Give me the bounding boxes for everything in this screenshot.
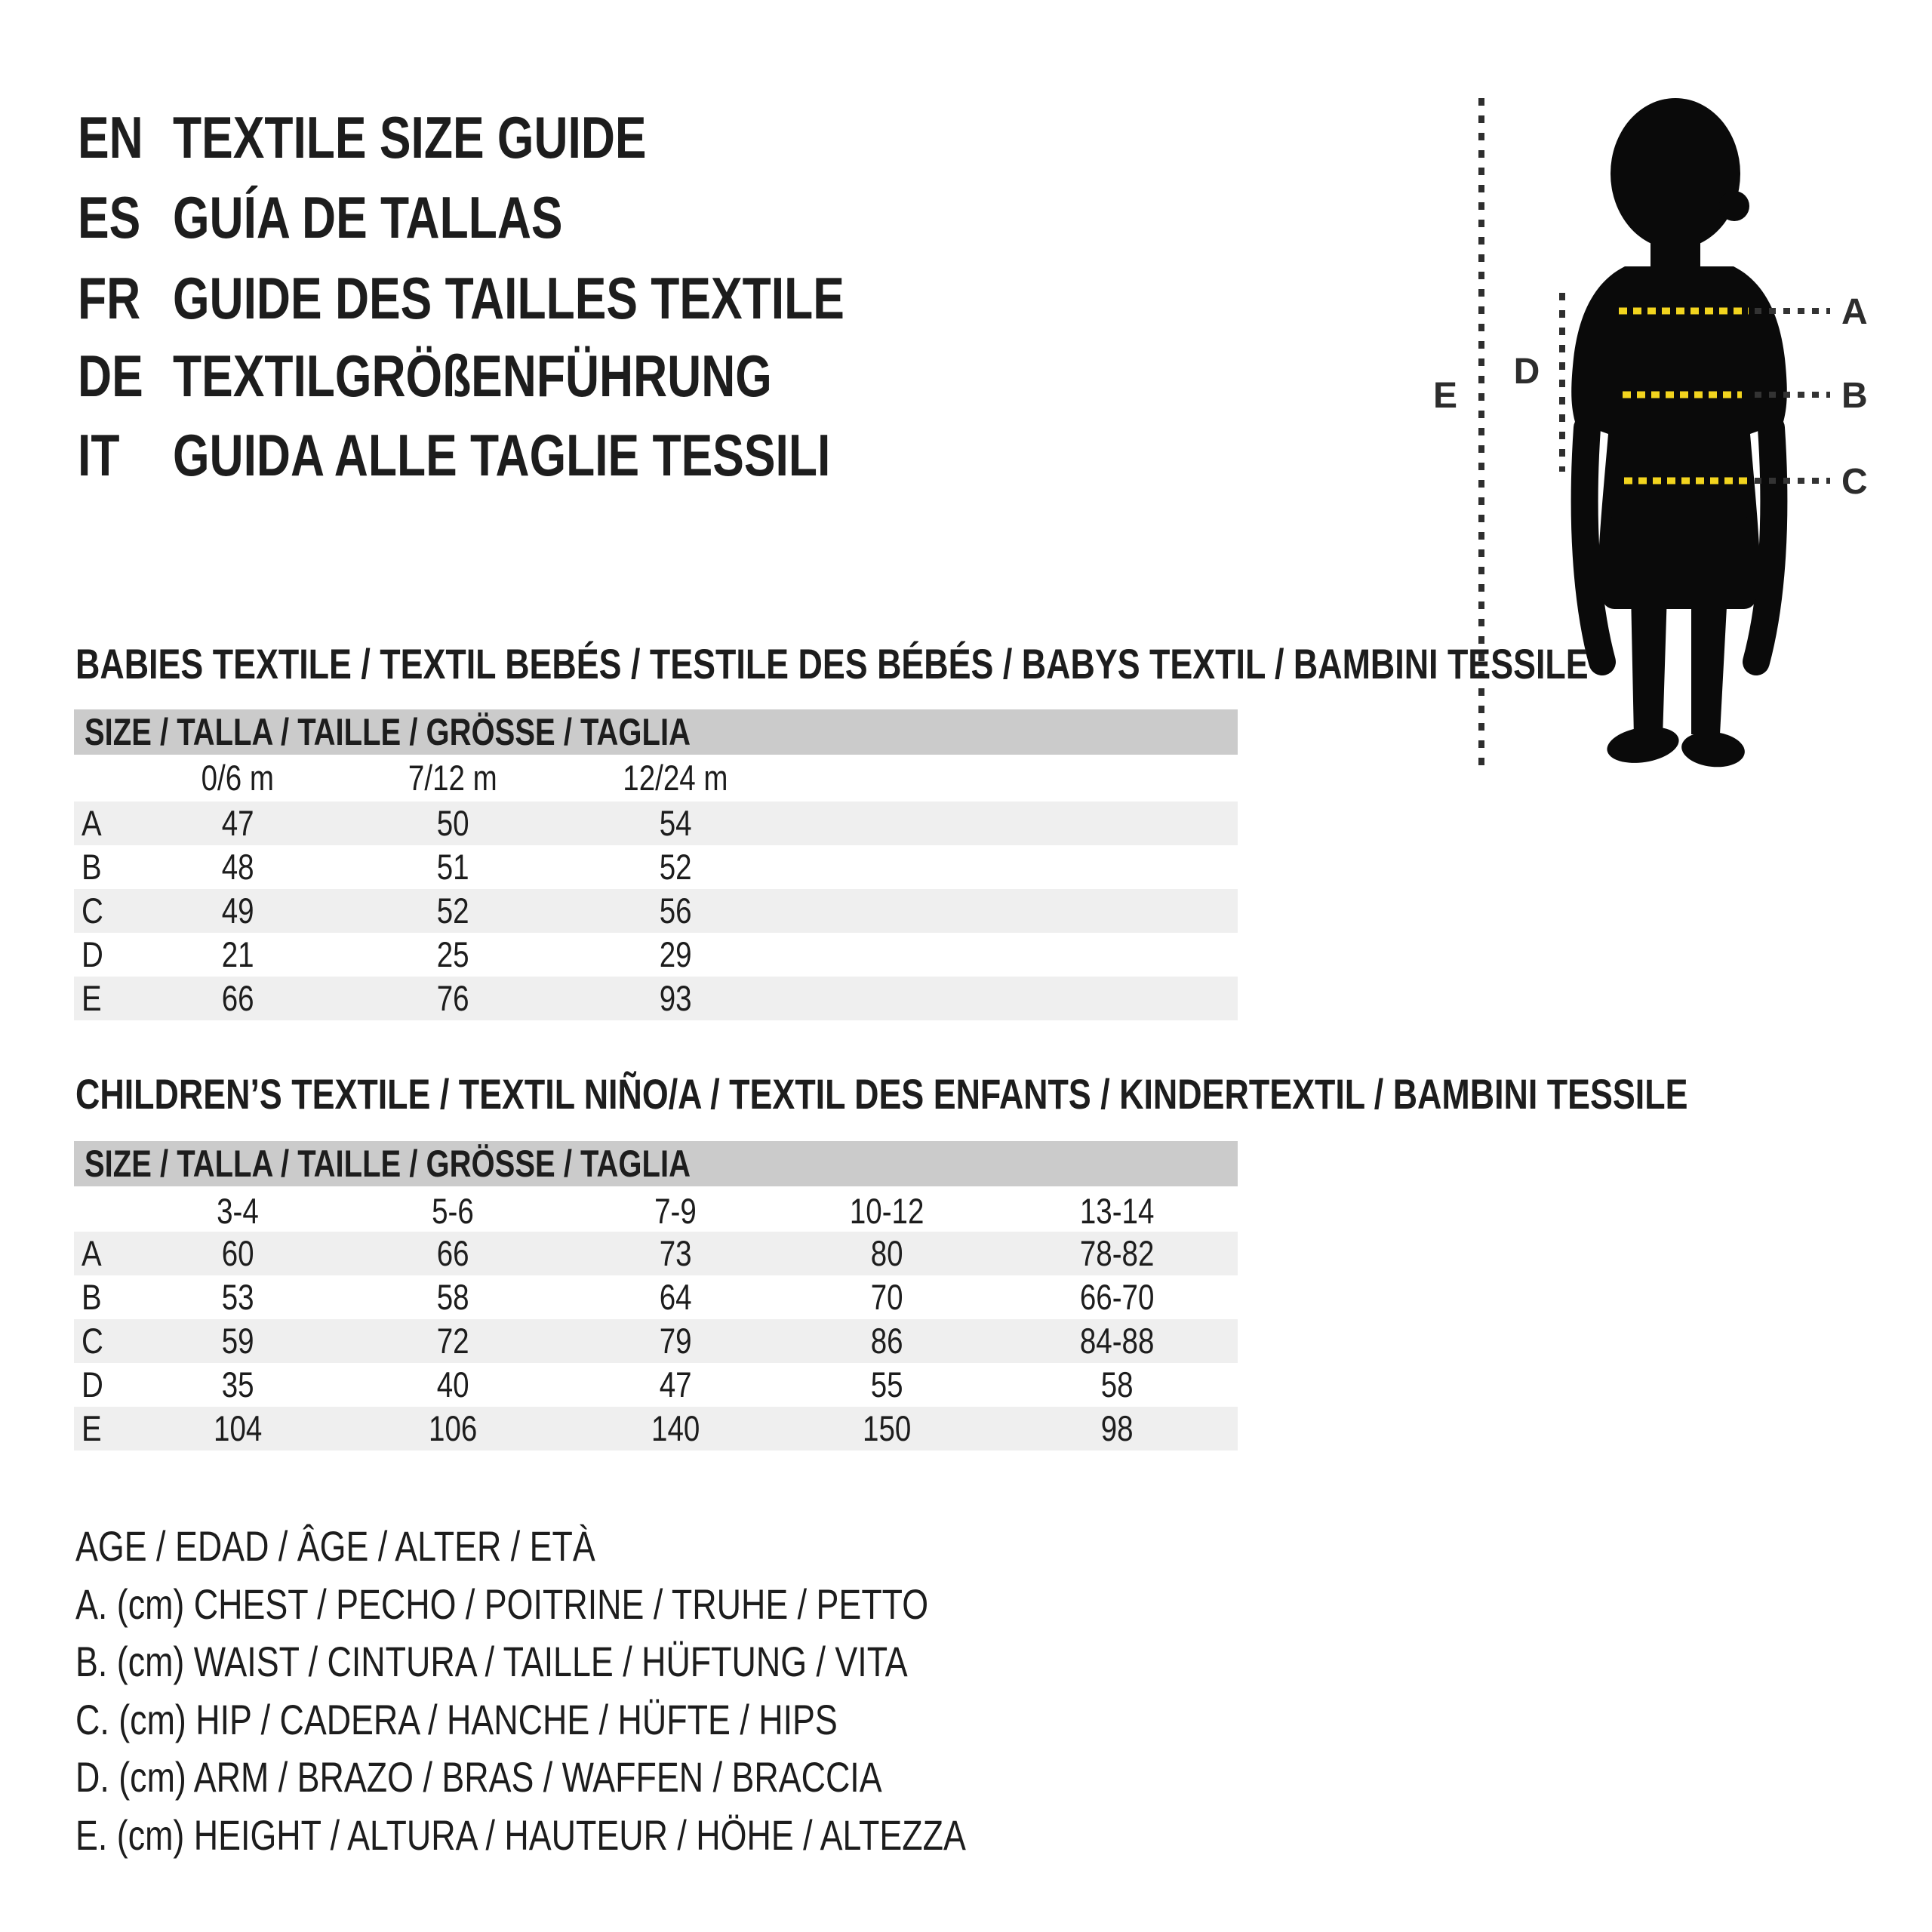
children-size-header-label: SIZE / TALLA / TAILLE / GRÖSSE / TAGLIA: [85, 1143, 691, 1185]
table-cell: 47: [659, 1364, 692, 1404]
table-cell: 72: [436, 1321, 469, 1361]
children-column-header: 3-4: [217, 1191, 259, 1231]
table-cell: 104: [213, 1408, 263, 1448]
table-cell: 58: [436, 1277, 469, 1317]
table-cell: 86: [870, 1321, 903, 1361]
figure-label-e: E: [1432, 376, 1458, 416]
row-label: E: [82, 978, 102, 1018]
row-label: C: [82, 1321, 103, 1361]
row-label: E: [82, 1408, 102, 1448]
babies-table-row: [74, 977, 1238, 1020]
children-section-title: CHILDREN’S TEXTILE / TEXTIL NIÑO/A / TEXTIL DES ENFANTS / KINDERTEXTIL / BAMBINI TESSILE: [75, 1070, 1688, 1118]
legend-line-arm: D. (cm) ARM / BRAZO / BRAS / WAFFEN / BRACCIA: [75, 1753, 882, 1801]
children-table-row: [74, 1232, 1238, 1275]
babies-size-header-bar: [74, 709, 1238, 755]
table-cell: 52: [436, 891, 469, 931]
table-cell: 78-82: [1079, 1233, 1155, 1273]
children-column-header: 5-6: [432, 1191, 474, 1231]
table-cell: 56: [659, 891, 692, 931]
babies-column-header: 12/24 m: [623, 758, 728, 798]
children-column-header: 10-12: [849, 1191, 924, 1231]
children-table-row: [74, 1363, 1238, 1407]
table-cell: 29: [659, 934, 692, 974]
row-label: C: [82, 891, 103, 931]
language-code: FR: [78, 265, 141, 331]
table-cell: 52: [659, 847, 692, 887]
babies-table-row: [74, 889, 1238, 933]
table-cell: 54: [659, 803, 692, 843]
table-cell: 66: [436, 1233, 469, 1273]
table-cell: 40: [436, 1364, 469, 1404]
language-code: EN: [78, 104, 143, 171]
language-title: GUIDA ALLE TAGLIE TESSILI: [173, 422, 831, 488]
table-cell: 55: [870, 1364, 903, 1404]
table-cell: 140: [651, 1408, 700, 1448]
row-label: B: [82, 847, 102, 887]
table-cell: 84-88: [1079, 1321, 1155, 1361]
legend-line-hip: C. (cm) HIP / CADERA / HANCHE / HÜFTE / HIPS: [75, 1696, 838, 1743]
row-label: B: [82, 1277, 102, 1317]
babies-column-header: 7/12 m: [408, 758, 497, 798]
language-title: TEXTILE SIZE GUIDE: [173, 104, 647, 171]
figure-label-c: C: [1841, 462, 1868, 502]
table-cell: 66: [221, 978, 254, 1018]
table-cell: 48: [221, 847, 254, 887]
babies-column-header: 0/6 m: [201, 758, 275, 798]
language-code: ES: [78, 184, 141, 251]
table-cell: 47: [221, 803, 254, 843]
children-table-row: [74, 1275, 1238, 1319]
legend-line-age: AGE / EDAD / ÂGE / ALTER / ETÀ: [75, 1522, 595, 1570]
row-label: D: [82, 1364, 103, 1404]
legend-line-chest: A. (cm) CHEST / PECHO / POITRINE / TRUHE / PETTO: [75, 1580, 929, 1628]
table-cell: 76: [436, 978, 469, 1018]
language-code: IT: [78, 422, 120, 488]
table-cell: 93: [659, 978, 692, 1018]
children-table-row: [74, 1319, 1238, 1363]
table-cell: 35: [221, 1364, 254, 1404]
table-cell: 98: [1100, 1408, 1134, 1448]
children-column-header: 7-9: [654, 1191, 697, 1231]
children-size-header-bar: [74, 1141, 1238, 1186]
legend-line-waist: B. (cm) WAIST / CINTURA / TAILLE / HÜFTUNG / VITA: [75, 1638, 908, 1685]
table-cell: 150: [862, 1408, 912, 1448]
table-cell: 21: [221, 934, 254, 974]
figure-label-d: D: [1513, 352, 1540, 392]
table-cell: 64: [659, 1277, 692, 1317]
table-cell: 53: [221, 1277, 254, 1317]
table-cell: 73: [659, 1233, 692, 1273]
figure-label-a: A: [1841, 292, 1868, 332]
babies-size-header-label: SIZE / TALLA / TAILLE / GRÖSSE / TAGLIA: [85, 711, 691, 753]
language-title: GUIDE DES TAILLES TEXTILE: [173, 265, 844, 331]
table-cell: 25: [436, 934, 469, 974]
table-cell: 58: [1100, 1364, 1134, 1404]
table-cell: 106: [428, 1408, 478, 1448]
table-cell: 66-70: [1079, 1277, 1155, 1317]
legend-line-height: E. (cm) HEIGHT / ALTURA / HAUTEUR / HÖHE / ALTEZZA: [75, 1811, 966, 1859]
row-label: A: [82, 803, 102, 843]
row-label: D: [82, 934, 103, 974]
babies-table-row: [74, 845, 1238, 889]
table-cell: 51: [436, 847, 469, 887]
table-cell: 70: [870, 1277, 903, 1317]
babies-section-title: BABIES TEXTILE / TEXTIL BEBÉS / TESTILE DES BÉBÉS / BABYS TEXTIL / BAMBINI TESSILE: [75, 640, 1589, 688]
language-code: DE: [78, 343, 143, 409]
table-cell: 80: [870, 1233, 903, 1273]
figure-label-b: B: [1841, 376, 1868, 416]
babies-table-row: [74, 801, 1238, 845]
babies-table-row: [74, 933, 1238, 977]
language-title: GUÍA DE TALLAS: [173, 184, 563, 251]
children-column-header: 13-14: [1079, 1191, 1155, 1231]
table-cell: 79: [659, 1321, 692, 1361]
children-table-row: [74, 1407, 1238, 1451]
table-cell: 59: [221, 1321, 254, 1361]
table-cell: 50: [436, 803, 469, 843]
language-title: TEXTILGRÖßENFÜHRUNG: [173, 343, 772, 409]
table-cell: 49: [221, 891, 254, 931]
table-cell: 60: [221, 1233, 254, 1273]
row-label: A: [82, 1233, 102, 1273]
